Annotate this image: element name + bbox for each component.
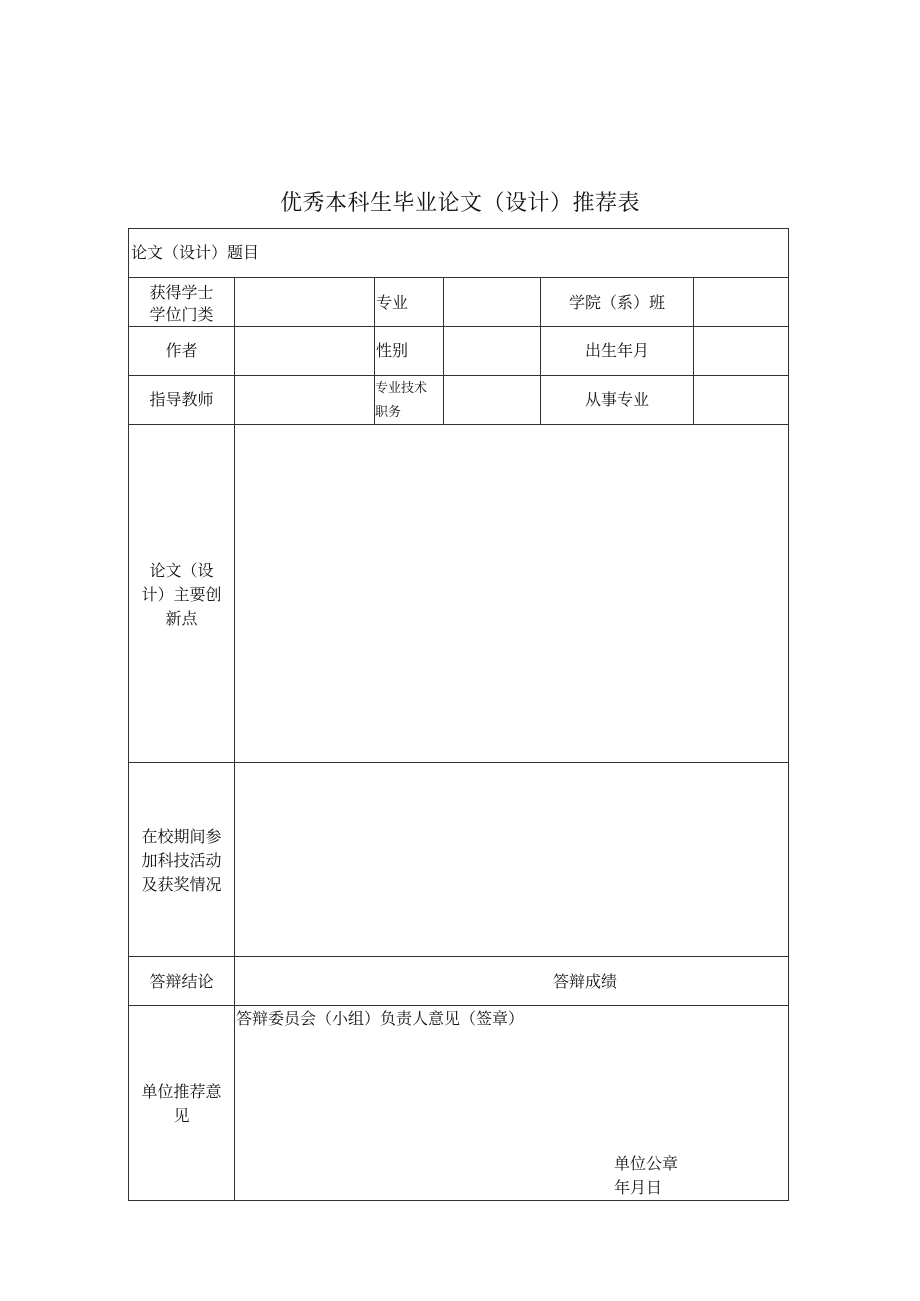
innovation-label-line2: 计）主要创 [141,585,222,604]
recommendation-field[interactable] [236,1034,787,1144]
professional-title-label-line1: 专业技术 [375,381,428,396]
gender-field[interactable] [445,328,539,374]
major-label: 专业 [376,293,409,312]
defense-score-field[interactable] [640,958,787,1004]
committee-opinion-label: 答辩委员会（小组）负责人意见（签章） [236,1009,525,1028]
column-divider [443,277,444,424]
unit-seal-label: 单位公章 [614,1154,679,1173]
innovation-label-line1: 论文（设 [149,561,214,580]
row-divider [128,375,789,376]
row-divider [128,956,789,957]
recommendation-label-line1: 单位推荐意 [141,1082,222,1101]
birth-label: 出生年月 [584,341,649,360]
row-divider [128,424,789,425]
row-divider [128,1005,789,1006]
activities-field[interactable] [236,764,787,955]
degree-category-label-line2: 学位门类 [149,305,214,324]
gender-label: 性别 [376,341,409,360]
column-divider [693,277,694,424]
innovation-label-line3: 新点 [165,609,198,628]
specialty-field[interactable] [695,377,787,423]
row-divider [128,277,789,278]
professional-title-label-line2: 职务 [375,405,402,420]
column-divider [374,277,375,424]
innovation-field[interactable] [236,426,787,761]
topic-field[interactable] [280,230,785,275]
author-label: 作者 [165,341,198,360]
form-title: 优秀本科生毕业论文（设计）推荐表 [279,191,640,216]
activities-label-line3: 及获奖情况 [141,875,222,894]
topic-label: 论文（设计）题目 [131,243,260,262]
advisor-field[interactable] [236,377,373,423]
date-label: 年月日 [614,1178,663,1197]
recommendation-label-line2: 见 [173,1106,190,1125]
activities-label-line2: 加科技活动 [141,851,222,870]
defense-conclusion-label: 答辩结论 [149,972,214,991]
row-divider [128,762,789,763]
major-field[interactable] [445,279,539,325]
column-divider [234,277,235,1201]
college-class-label: 学院（系）班 [568,293,665,312]
defense-conclusion-field[interactable] [236,958,536,1004]
author-field[interactable] [236,328,373,374]
specialty-label: 从事专业 [584,390,649,409]
degree-category-field[interactable] [236,279,373,325]
activities-label-line1: 在校期间参 [141,827,222,846]
birth-field[interactable] [695,328,787,374]
advisor-label: 指导教师 [149,390,214,409]
professional-title-field[interactable] [445,377,539,423]
degree-category-label-line1: 获得学士 [149,283,214,302]
defense-score-label: 答辩成绩 [553,972,618,991]
college-class-field[interactable] [695,279,787,325]
